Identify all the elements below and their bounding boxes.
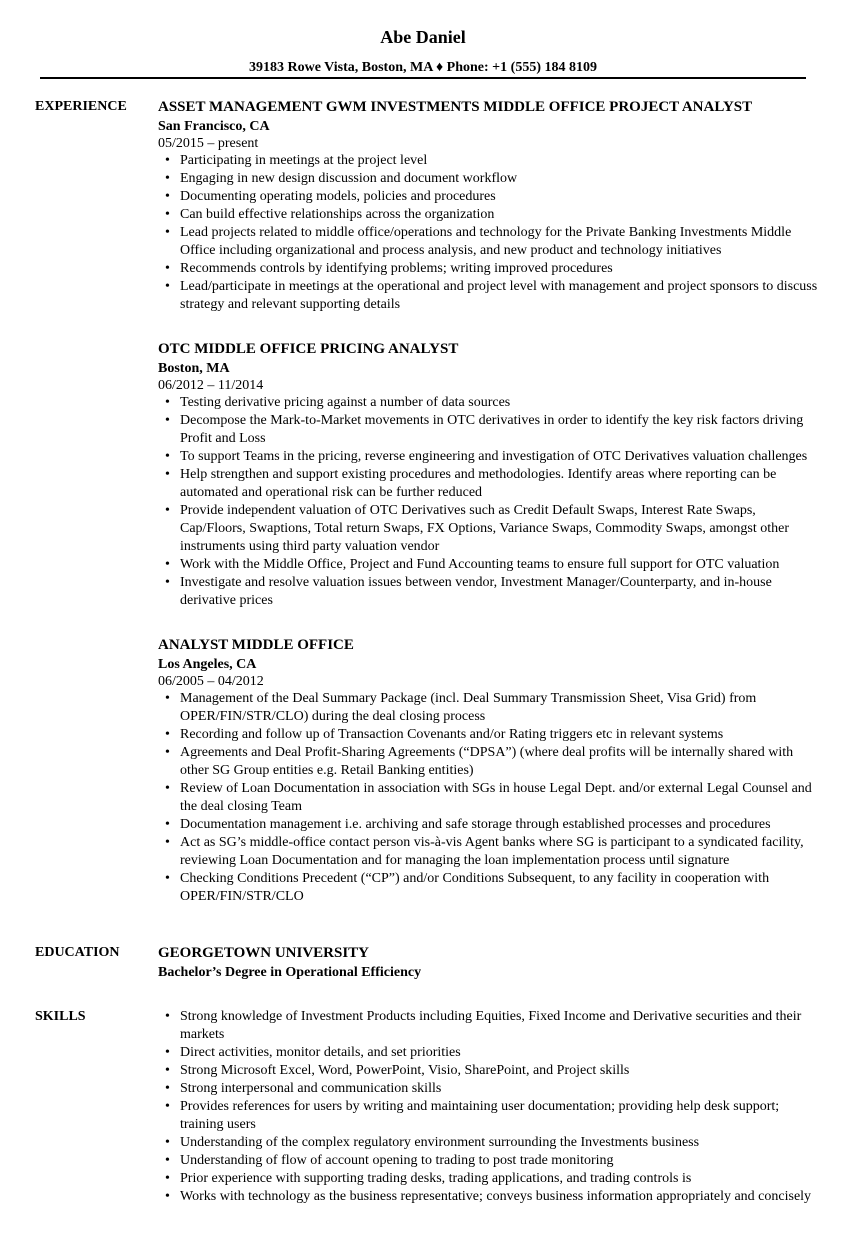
education-section bbox=[35, 942, 820, 982]
job-bullet: • Recording and follow up of Transaction Covenants and/or Rating triggers etc in relevant systems bbox=[158, 726, 820, 744]
job-bullet: • Agreements and Deal Profit-Sharing Agreements (“DPSA”) (where deal profits will be internally shared with other SG Group entities e.g. Retail Banking entities) bbox=[158, 744, 820, 780]
job-bullet: • Checking Conditions Precedent (“CP”) and/or Conditions Subsequent, to any facility in cooperation with OPER/FIN/STR/CLO bbox=[158, 870, 820, 906]
section-label-education: EDUCATION bbox=[35, 945, 120, 960]
job-bullet: • Lead/participate in meetings at the operational and project level with management and project sponsors to discuss strategy and relevant supporting details bbox=[158, 278, 820, 314]
job-bullet: • Can build effective relationships across the organization bbox=[158, 206, 820, 224]
header-divider bbox=[40, 77, 806, 79]
job-dates: 06/2005 – 04/2012 bbox=[158, 674, 264, 689]
skills-section bbox=[35, 1006, 820, 1206]
resume-body bbox=[35, 96, 820, 1206]
job-title: ASSET MANAGEMENT GWM INVESTMENTS MIDDLE OFFICE PROJECT ANALYST bbox=[158, 99, 753, 115]
job-entry bbox=[158, 634, 820, 906]
job-bullets bbox=[158, 152, 820, 314]
job-entry bbox=[158, 96, 820, 314]
job-bullet: • Lead projects related to middle office/operations and technology for the Private Banking Investments Middle Office including organizational and process analysis, and new product and technology initiatives bbox=[158, 224, 820, 260]
job-location: San Francisco, CA bbox=[158, 119, 270, 134]
job-bullet: • Participating in meetings at the project level bbox=[158, 152, 820, 170]
job-location: Boston, MA bbox=[158, 361, 230, 376]
job-bullet: • Documenting operating models, policies and procedures bbox=[158, 188, 820, 206]
candidate-name: Abe Daniel bbox=[380, 27, 466, 47]
degree-name: Bachelor’s Degree in Operational Efficiency bbox=[158, 965, 422, 980]
skills-bullets bbox=[158, 1008, 820, 1206]
section-label-skills: SKILLS bbox=[35, 1009, 86, 1024]
job-bullet: • Decompose the Mark-to-Market movements in OTC derivatives in order to identify the key risk factors driving Profit and Loss bbox=[158, 412, 820, 448]
experience-section bbox=[35, 96, 820, 930]
job-title: OTC MIDDLE OFFICE PRICING ANALYST bbox=[158, 341, 459, 357]
skill-item: • Understanding of flow of account opening to trading to post trade monitoring bbox=[158, 1152, 820, 1170]
job-bullet: • Recommends controls by identifying problems; writing improved procedures bbox=[158, 260, 820, 278]
job-title: ANALYST MIDDLE OFFICE bbox=[158, 637, 354, 653]
job-bullets bbox=[158, 690, 820, 906]
skill-item: • Works with technology as the business representative; conveys business information appropriately and concisely bbox=[158, 1188, 820, 1206]
job-bullet: • Documentation management i.e. archiving and safe storage through established processes and procedures bbox=[158, 816, 820, 834]
job-bullet: • Work with the Middle Office, Project and Fund Accounting teams to ensure full support for OTC valuation bbox=[158, 556, 820, 574]
contact-line: 39183 Rowe Vista, Boston, MA ♦ Phone: +1 (555) 184 8109 bbox=[248, 60, 597, 75]
job-location: Los Angeles, CA bbox=[158, 657, 257, 672]
skill-item: • Strong knowledge of Investment Products including Equities, Fixed Income and Derivative securities and their markets bbox=[158, 1008, 820, 1044]
skill-item: • Prior experience with supporting trading desks, trading applications, and trading controls is bbox=[158, 1170, 820, 1188]
job-dates: 05/2015 – present bbox=[158, 136, 259, 151]
skill-item: • Understanding of the complex regulatory environment surrounding the Investments business bbox=[158, 1134, 820, 1152]
job-bullet: • Review of Loan Documentation in association with SGs in house Legal Dept. and/or external Legal Counsel and the deal closing Team bbox=[158, 780, 820, 816]
skill-item: • Strong Microsoft Excel, Word, PowerPoint, Visio, SharePoint, and Project skills bbox=[158, 1062, 820, 1080]
skill-item: • Direct activities, monitor details, and set priorities bbox=[158, 1044, 820, 1062]
job-dates: 06/2012 – 11/2014 bbox=[158, 378, 264, 393]
job-bullet: • Testing derivative pricing against a number of data sources bbox=[158, 394, 820, 412]
job-entry bbox=[158, 338, 820, 610]
job-bullet: • Investigate and resolve valuation issues between vendor, Investment Manager/Counterparty, and in-house derivative prices bbox=[158, 574, 820, 610]
skills-entries bbox=[158, 1006, 820, 1206]
job-bullet: • Help strengthen and support existing procedures and methodologies. Identify areas where reporting can be automated and operational risk can be further reduced bbox=[158, 466, 820, 502]
job-bullet: • Engaging in new design discussion and document workflow bbox=[158, 170, 820, 188]
education-entry bbox=[158, 942, 820, 982]
job-bullets bbox=[158, 394, 820, 610]
skill-item: • Strong interpersonal and communication skills bbox=[158, 1080, 820, 1098]
experience-entries bbox=[158, 96, 820, 930]
section-label-experience: EXPERIENCE bbox=[35, 99, 127, 114]
job-bullet: • To support Teams in the pricing, reverse engineering and investigation of OTC Derivatives valuation challenges bbox=[158, 448, 820, 466]
school-name: GEORGETOWN UNIVERSITY bbox=[158, 945, 370, 961]
job-bullet: • Management of the Deal Summary Package (incl. Deal Summary Transmission Sheet, Visa Grid) from OPER/FIN/STR/CLO) during the deal closing process bbox=[158, 690, 820, 726]
skill-item: • Provides references for users by writing and maintaining user documentation; providing help desk support; training users bbox=[158, 1098, 820, 1134]
job-bullet: • Act as SG’s middle-office contact person vis-à-vis Agent banks where SG is participant to a syndicated facility, reviewing Loan Documentation and for managing the loan implementation process until signature bbox=[158, 834, 820, 870]
job-bullet: • Provide independent valuation of OTC Derivatives such as Credit Default Swaps, Interest Rate Swaps, Cap/Floors, Swaptions, Total return Swaps, FX Options, Variance Swaps, Commodity Swaps, amongst other instruments using third party valuation vendor bbox=[158, 502, 820, 556]
